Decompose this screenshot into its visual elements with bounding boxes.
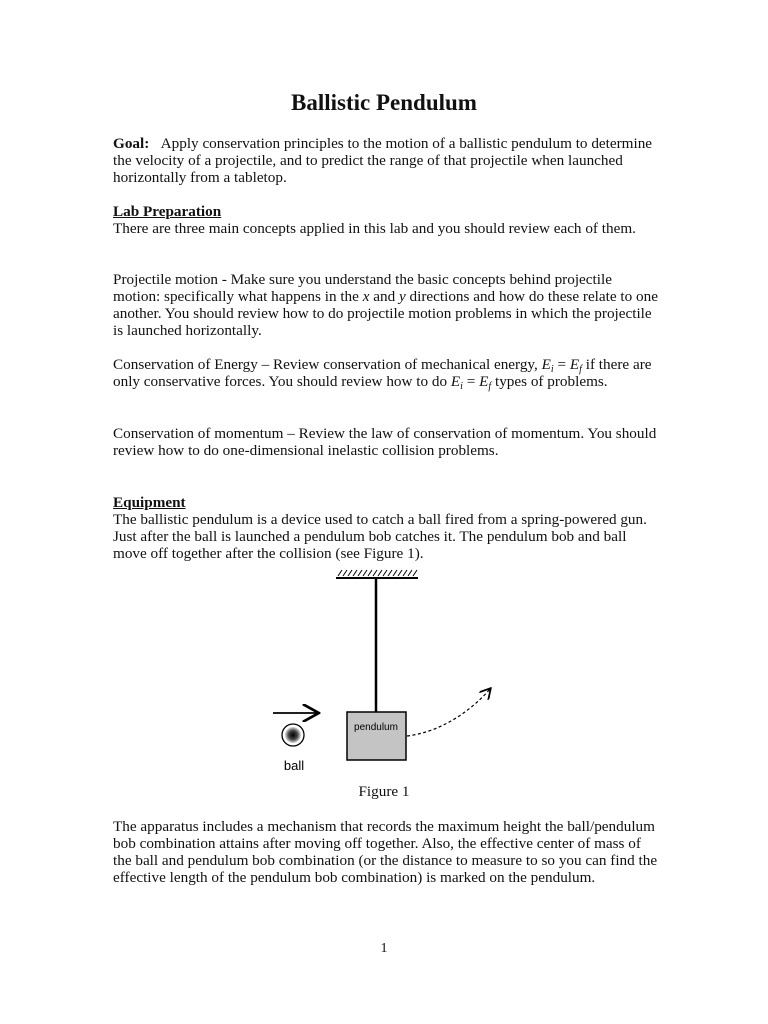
goal-label: Goal: (113, 135, 150, 152)
projectile-text-a: Projectile motion - Make sure you understand the basic concepts behind projectile motion: specifically what happens in the (113, 271, 612, 305)
apparatus-text: The apparatus includes a mechanism that records the maximum height the ball/pendulum bob combination attains after moving off together. Also, the effective center of mass of the ball and pendulum bob combination (or the distance to measure to so you can find the effective length of the pendulum bob combination) is marked on the pendulum. (113, 818, 658, 886)
goal-paragraph (113, 135, 658, 186)
var-x: x (362, 288, 370, 305)
energy-text-a: Conservation of Energy – Review conservation of mechanical energy, (113, 356, 542, 373)
energy-symbol: E (450, 373, 461, 390)
page-title: Ballistic Pendulum (291, 90, 477, 115)
subscript-f: f (579, 364, 582, 375)
lab-prep-heading: Lab Preparation (113, 203, 222, 220)
var-y: y (398, 288, 406, 305)
energy-symbol: E (569, 356, 580, 373)
apparatus-paragraph (113, 818, 658, 886)
projectile-text-b: and (369, 288, 399, 305)
pendulum-label: pendulum (354, 722, 398, 733)
page-number: 1 (380, 941, 388, 956)
ceiling-mount (336, 570, 418, 578)
momentum-paragraph (113, 425, 658, 459)
equals-sign: = (462, 373, 480, 390)
swing-arrow (407, 689, 490, 736)
lab-prep-intro: There are three main concepts applied in this lab and you should review each of them. (113, 220, 636, 237)
momentum-text: Conservation of momentum – Review the law of conservation of momentum. You should review how to do one-dimensional inelastic collision problems. (113, 425, 657, 459)
equipment-text: The ballistic pendulum is a device used to catch a ball fired from a spring-powered gun. Just after the ball is launched a pendulum bob catches it. The pendulum bob and ball move off together after the collision (see Figure 1). (113, 511, 647, 562)
ball-label: ball (283, 758, 305, 773)
subscript-f: f (488, 381, 492, 392)
energy-symbol: E (479, 373, 489, 390)
energy-symbol: E (541, 356, 551, 373)
projectile-paragraph (113, 271, 658, 339)
equals-sign: = (553, 356, 570, 373)
projectile-text-c: directions and how do these relate to one another. You should review how to do projectile motion problems in which the projectile is launched horizontally. (113, 288, 658, 339)
energy-text-c: types of problems. (491, 373, 608, 390)
ball (285, 727, 301, 743)
subscript-i: i (460, 381, 463, 392)
lab-prep-section (113, 203, 658, 237)
equipment-heading: Equipment (113, 494, 186, 511)
goal-text: Apply conservation principles to the motion of a ballistic pendulum to determine the velocity of a projectile, and to predict the range of that projectile when launched horizontally from a tabletop. (113, 135, 653, 186)
figure-caption: Figure 1 (358, 783, 410, 800)
subscript-i: i (550, 364, 554, 375)
pendulum-figure (255, 562, 515, 782)
equipment-section (113, 494, 658, 562)
energy-paragraph (113, 356, 658, 390)
pendulum-bob (347, 712, 406, 760)
energy-text-b: if there are only conservative forces. You should review how to do (113, 356, 652, 390)
